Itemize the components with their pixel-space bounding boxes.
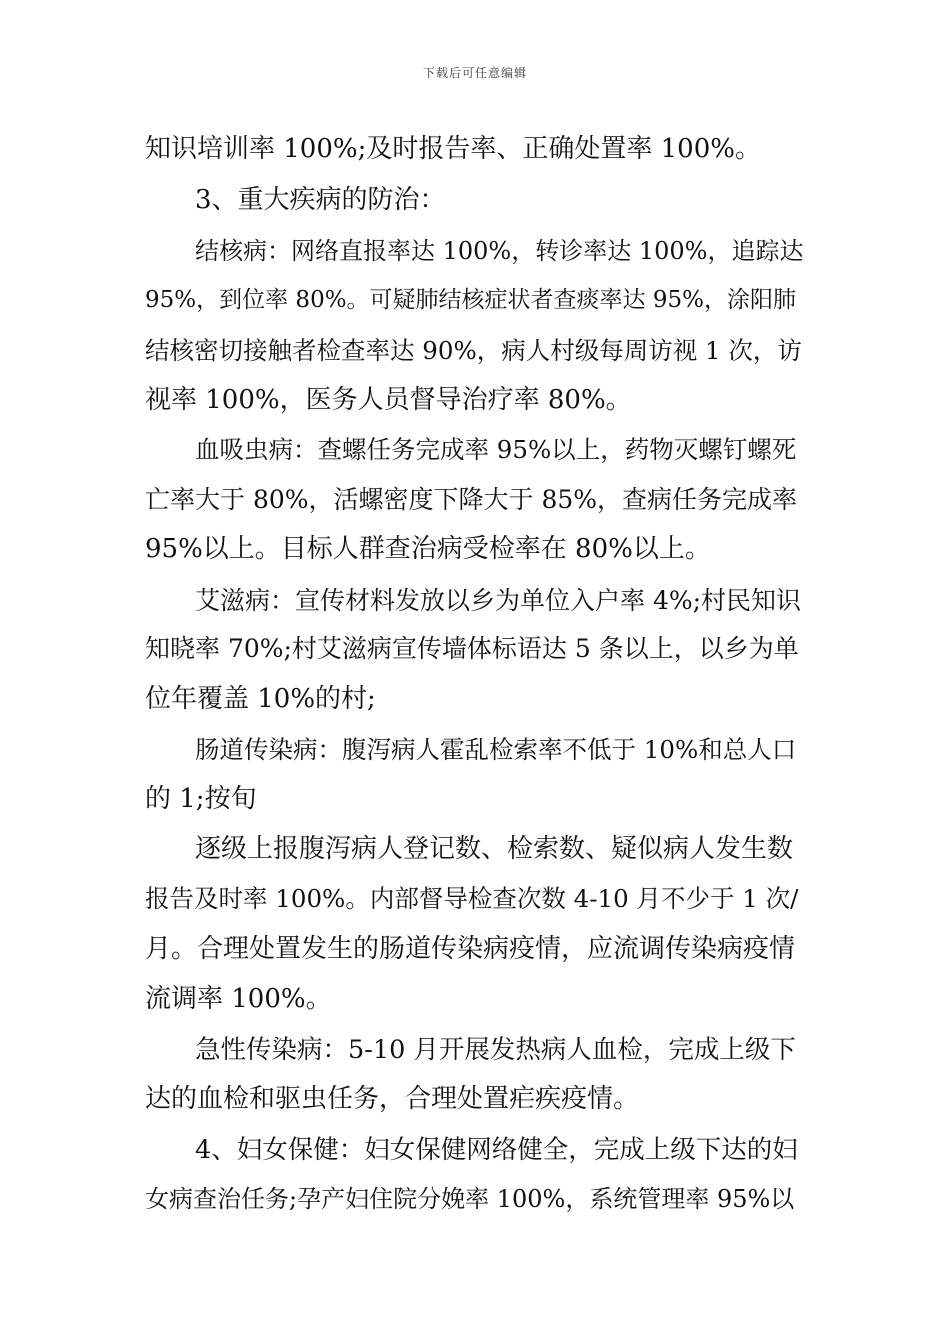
paragraph-line: 血吸虫病：查螺任务完成率 95%以上，药物灭螺钉螺死 [195, 435, 797, 464]
paragraph-line: 位年覆盖 10%的村; [145, 684, 376, 714]
paragraph-line: 达的血检和驱虫任务，合理处置疟疾疫情。 [145, 1084, 640, 1114]
paragraph-line: 95%以上。目标人群查治病受检率在 80%以上。 [145, 534, 711, 564]
paragraph-line: 知晓率 70%;村艾滋病宣传墙体标语达 5 条以上，以乡为单 [145, 634, 799, 663]
paragraph-line: 3、重大疾病的防治： [195, 185, 446, 215]
paragraph-line: 结核密切接触者检查率达 90%，病人村级每周访视 1 次，访 [145, 336, 802, 365]
paragraph-line: 的 1;按旬 [145, 784, 257, 814]
paragraph-line: 4、妇女保健：妇女保健网络健全，完成上级下达的妇 [195, 1135, 798, 1165]
paragraph-line: 艾滋病：宣传材料发放以乡为单位入户率 4%;村民知识 [195, 586, 802, 615]
paragraph-line: 月。合理处置发生的肠道传染病疫情，应流调传染病疫情 [145, 934, 796, 964]
page-header: 下载后可任意编辑 [422, 66, 527, 80]
paragraph-line: 亡率大于 80%，活螺密度下降大于 85%，查病任务完成率 [145, 485, 798, 514]
paragraph-line: 逐级上报腹泻病人登记数、检索数、疑似病人发生数 [195, 834, 794, 864]
paragraph-line: 知识培训率 100%;及时报告率、正确处置率 100%。 [145, 134, 761, 164]
paragraph-line: 95%，到位率 80%。可疑肺结核症状者查痰率达 95%，涂阳肺 [145, 287, 796, 313]
paragraph-line: 女病查治任务;孕产妇住院分娩率 100%，系统管理率 95%以 [145, 1185, 795, 1213]
paragraph-line: 流调率 100%。 [145, 984, 332, 1014]
paragraph-line: 视率 100%，医务人员督导治疗率 80%。 [145, 385, 632, 415]
paragraph-line: 肠道传染病：腹泻病人霍乱检索率不低于 10%和总人口 [195, 735, 797, 764]
paragraph-line: 结核病：网络直报率达 100%，转诊率达 100%，追踪达 [195, 237, 804, 265]
paragraph-line: 急性传染病：5-10 月开展发热病人血检，完成上级下 [195, 1035, 796, 1065]
paragraph-line: 报告及时率 100%。内部督导检查次数 4-10 月不少于 1 次/ [145, 884, 799, 913]
